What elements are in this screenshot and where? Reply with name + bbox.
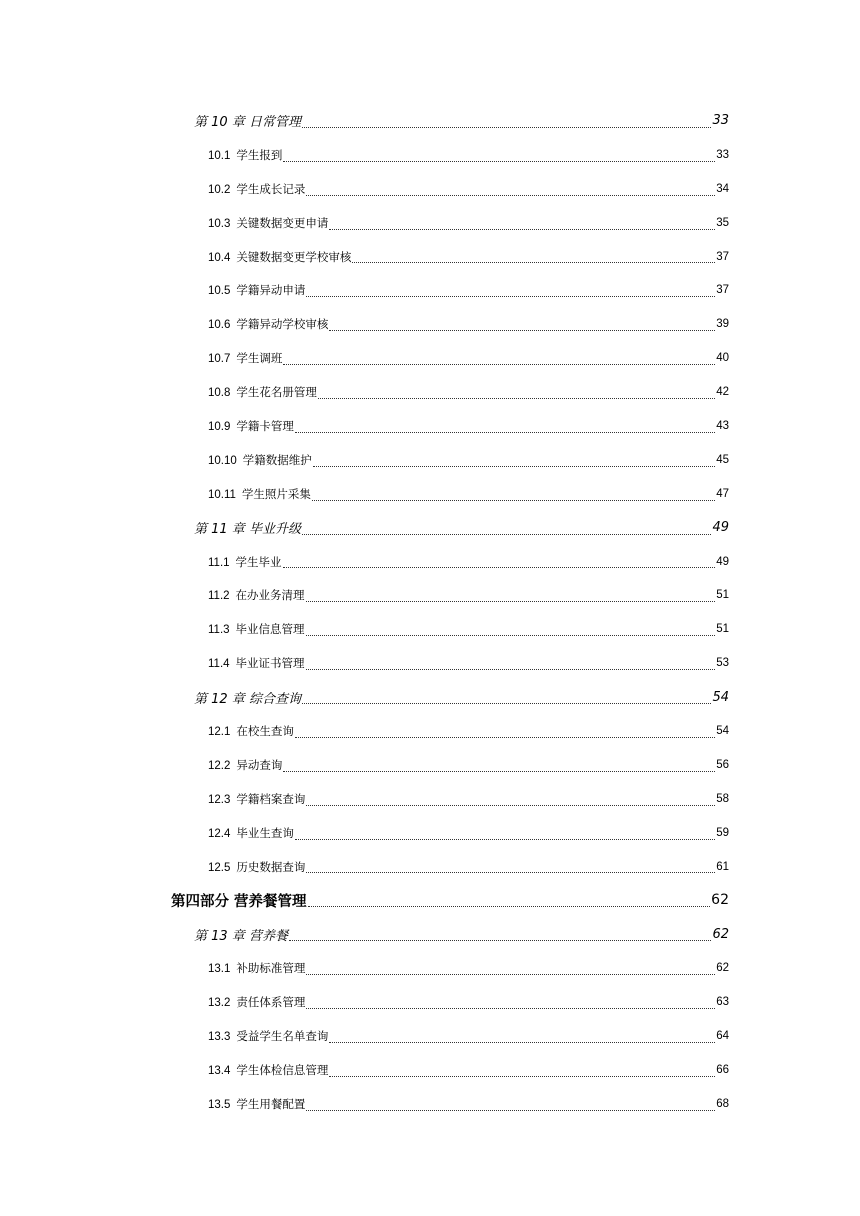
toc-page-number: 58 <box>716 792 729 805</box>
toc-chapter-entry[interactable] <box>0 511 860 545</box>
toc-entry-label <box>194 518 302 537</box>
toc-entry-number: 10.7 <box>208 353 231 366</box>
toc-entry-title: 学籍档案查询 <box>236 791 306 806</box>
dot-leader <box>283 553 716 568</box>
toc-section-entry[interactable] <box>0 612 860 646</box>
toc-page-number: 62 <box>711 892 729 909</box>
toc-entry-label <box>208 452 313 468</box>
toc-entry-label <box>208 621 306 637</box>
toc-section-entry[interactable] <box>0 850 860 884</box>
toc-section-entry[interactable] <box>0 443 860 477</box>
dot-leader <box>312 486 715 501</box>
toc-page-number: 54 <box>712 689 729 705</box>
toc-entry-title: 毕业生查询 <box>236 825 294 840</box>
toc-entry-label <box>208 723 295 739</box>
toc-entry-label <box>208 960 306 976</box>
toc-chapter-entry[interactable] <box>0 917 860 951</box>
toc-part-entry[interactable] <box>0 883 860 917</box>
toc-entry-title: 第 10 章 日常管理 <box>194 115 301 131</box>
toc-entry-label <box>208 147 283 163</box>
toc-entry-title: 关键数据变更申请 <box>236 215 329 230</box>
toc-entry-title: 在办业务清理 <box>235 588 305 603</box>
toc-page-number: 37 <box>716 250 729 263</box>
toc-page-number: 56 <box>716 758 729 771</box>
toc-entry-label <box>208 181 306 197</box>
toc-section-entry[interactable] <box>0 240 860 274</box>
dot-leader <box>283 147 715 162</box>
toc-entry-number: 10.5 <box>208 285 231 298</box>
toc-entry-title: 异动查询 <box>236 757 283 772</box>
dot-leader <box>306 858 715 873</box>
toc-entry-label <box>208 757 283 773</box>
toc-section-entry[interactable] <box>0 1053 860 1087</box>
toc-entry-label <box>171 890 308 911</box>
dot-leader <box>306 655 716 670</box>
toc-page-number: 33 <box>712 113 729 129</box>
toc-entry-label <box>208 825 295 841</box>
toc-section-entry[interactable] <box>0 477 860 511</box>
toc-entry-title: 学生体检信息管理 <box>236 1062 329 1077</box>
toc-section-entry[interactable] <box>0 341 860 375</box>
toc-entry-number: 11.3 <box>208 624 230 637</box>
toc-entry-label <box>208 1028 329 1044</box>
dot-leader <box>329 215 715 230</box>
toc-entry-number: 12.1 <box>208 725 231 738</box>
toc-page-number: 37 <box>716 284 729 297</box>
toc-chapter-entry[interactable] <box>0 680 860 714</box>
toc-entry-title: 学生照片采集 <box>241 486 311 501</box>
toc-section-entry[interactable] <box>0 1019 860 1053</box>
dot-leader <box>295 418 715 433</box>
toc-entry-title: 历史数据查询 <box>236 859 306 874</box>
toc-entry-number: 11.1 <box>208 556 230 569</box>
toc-entry-number: 10.3 <box>208 217 231 230</box>
dot-leader <box>306 994 715 1009</box>
toc-entry-title: 学籍数据维护 <box>242 452 312 467</box>
toc-page-number: 51 <box>716 623 729 636</box>
dot-leader <box>306 181 715 196</box>
toc-entry-label <box>208 418 295 434</box>
dot-leader <box>306 587 716 602</box>
toc-entry-label <box>208 249 352 265</box>
toc-section-entry[interactable] <box>0 206 860 240</box>
toc-page-number: 42 <box>716 386 729 399</box>
dot-leader <box>302 520 712 535</box>
table-of-contents <box>0 104 860 1121</box>
toc-entry-number: 10.4 <box>208 251 231 264</box>
toc-entry-label <box>208 282 306 298</box>
dot-leader <box>295 825 715 840</box>
dot-leader <box>329 316 715 331</box>
toc-entry-label <box>208 859 306 875</box>
dot-leader <box>313 452 715 467</box>
toc-entry-label <box>208 384 318 400</box>
toc-page-number: 45 <box>716 453 729 466</box>
toc-section-entry[interactable] <box>0 578 860 612</box>
dot-leader <box>352 248 715 263</box>
toc-page-number: 34 <box>716 182 729 195</box>
toc-page-number: 68 <box>716 1097 729 1110</box>
toc-section-entry[interactable] <box>0 273 860 307</box>
toc-page-number: 35 <box>716 216 729 229</box>
toc-entry-title: 学生成长记录 <box>236 181 306 196</box>
toc-entry-number: 12.3 <box>208 793 231 806</box>
toc-entry-label <box>194 925 289 944</box>
toc-section-entry[interactable] <box>0 545 860 579</box>
toc-section-entry[interactable] <box>0 1087 860 1121</box>
dot-leader <box>302 113 712 128</box>
toc-entry-title: 责任体系管理 <box>236 995 306 1010</box>
toc-entry-label <box>208 1096 306 1112</box>
toc-page-number: 49 <box>712 520 729 536</box>
toc-page-number: 40 <box>716 352 729 365</box>
toc-entry-label <box>208 1062 329 1078</box>
toc-section-entry[interactable] <box>0 138 860 172</box>
toc-page-number: 47 <box>716 487 729 500</box>
toc-section-entry[interactable] <box>0 951 860 985</box>
toc-entry-title: 毕业信息管理 <box>235 622 305 637</box>
toc-page-number: 62 <box>716 962 729 975</box>
toc-entry-number: 10.6 <box>208 319 231 332</box>
dot-leader <box>306 791 715 806</box>
toc-section-entry[interactable] <box>0 307 860 341</box>
toc-entry-number: 13.4 <box>208 1064 231 1077</box>
toc-entry-title: 学生用餐配置 <box>236 1096 306 1111</box>
toc-entry-title: 学生报到 <box>236 147 283 162</box>
dot-leader <box>306 1096 715 1111</box>
toc-entry-title: 学籍异动学校审核 <box>236 317 329 332</box>
toc-entry-label <box>208 554 283 570</box>
dot-leader <box>306 282 715 297</box>
toc-entry-number: 10.9 <box>208 420 231 433</box>
toc-page-number: 53 <box>716 657 729 670</box>
toc-entry-label <box>208 350 283 366</box>
toc-section-entry[interactable] <box>0 985 860 1019</box>
toc-entry-title: 第 13 章 营养餐 <box>194 928 288 944</box>
toc-page-number: 62 <box>712 926 729 942</box>
toc-entry-number: 11.4 <box>208 658 230 671</box>
dot-leader <box>306 621 716 636</box>
toc-entry-title: 毕业证书管理 <box>235 656 305 671</box>
toc-entry-title: 第 11 章 毕业升级 <box>194 522 301 538</box>
toc-entry-number: 11.2 <box>208 590 230 603</box>
toc-entry-number: 12.2 <box>208 759 231 772</box>
toc-entry-title: 关键数据变更学校审核 <box>236 249 352 264</box>
toc-entry-title: 学籍异动申请 <box>236 283 306 298</box>
toc-entry-number: 10.8 <box>208 387 231 400</box>
dot-leader <box>329 1062 715 1077</box>
toc-entry-label <box>208 791 306 807</box>
dot-leader <box>283 350 715 365</box>
toc-section-entry[interactable] <box>0 375 860 409</box>
toc-entry-label <box>208 486 312 502</box>
dot-leader <box>289 926 712 941</box>
toc-entry-number: 13.5 <box>208 1098 231 1111</box>
dot-leader <box>306 960 715 975</box>
toc-section-entry[interactable] <box>0 714 860 748</box>
toc-chapter-entry[interactable] <box>0 104 860 138</box>
toc-entry-title: 受益学生名单查询 <box>236 1028 329 1043</box>
toc-page-number: 63 <box>716 996 729 1009</box>
dot-leader <box>283 757 715 772</box>
toc-entry-number: 10.2 <box>208 183 231 196</box>
dot-leader <box>308 892 711 907</box>
toc-entry-number: 10.1 <box>208 149 231 162</box>
toc-entry-number: 13.1 <box>208 963 231 976</box>
toc-section-entry[interactable] <box>0 816 860 850</box>
toc-entry-title: 在校生查询 <box>236 723 294 738</box>
toc-page-number: 59 <box>716 826 729 839</box>
toc-entry-number: 10.10 <box>208 454 237 467</box>
toc-entry-title: 第四部分 营养餐管理 <box>171 893 307 910</box>
toc-page-number: 61 <box>716 860 729 873</box>
toc-section-entry[interactable] <box>0 646 860 680</box>
toc-page-number: 51 <box>716 589 729 602</box>
toc-entry-number: 12.5 <box>208 861 231 874</box>
toc-entry-title: 第 12 章 综合查询 <box>194 691 301 707</box>
toc-page-number: 66 <box>716 1063 729 1076</box>
toc-entry-title: 学生花名册管理 <box>236 385 317 400</box>
toc-entry-label <box>194 688 302 707</box>
toc-entry-title: 补助标准管理 <box>236 961 306 976</box>
toc-entry-number: 10.11 <box>208 488 236 501</box>
toc-page-number: 49 <box>716 555 729 568</box>
toc-entry-number: 13.3 <box>208 1030 231 1043</box>
toc-entry-label <box>208 316 329 332</box>
dot-leader <box>318 384 715 399</box>
toc-page-number: 33 <box>716 148 729 161</box>
toc-entry-label <box>208 215 329 231</box>
toc-entry-label <box>194 111 302 130</box>
toc-page-number: 43 <box>716 419 729 432</box>
toc-page-number: 39 <box>716 318 729 331</box>
toc-section-entry[interactable] <box>0 748 860 782</box>
dot-leader <box>329 1028 715 1043</box>
toc-page-number: 64 <box>716 1029 729 1042</box>
toc-section-entry[interactable] <box>0 409 860 443</box>
toc-section-entry[interactable] <box>0 172 860 206</box>
toc-entry-title: 学生毕业 <box>235 554 282 569</box>
toc-entry-label <box>208 587 306 603</box>
toc-entry-number: 13.2 <box>208 997 231 1010</box>
toc-entry-label <box>208 994 306 1010</box>
toc-entry-title: 学生调班 <box>236 351 283 366</box>
toc-entry-label <box>208 655 306 671</box>
toc-page-number: 54 <box>716 724 729 737</box>
toc-entry-title: 学籍卡管理 <box>236 418 294 433</box>
dot-leader <box>295 723 715 738</box>
dot-leader <box>302 689 712 704</box>
toc-section-entry[interactable] <box>0 782 860 816</box>
toc-entry-number: 12.4 <box>208 827 231 840</box>
